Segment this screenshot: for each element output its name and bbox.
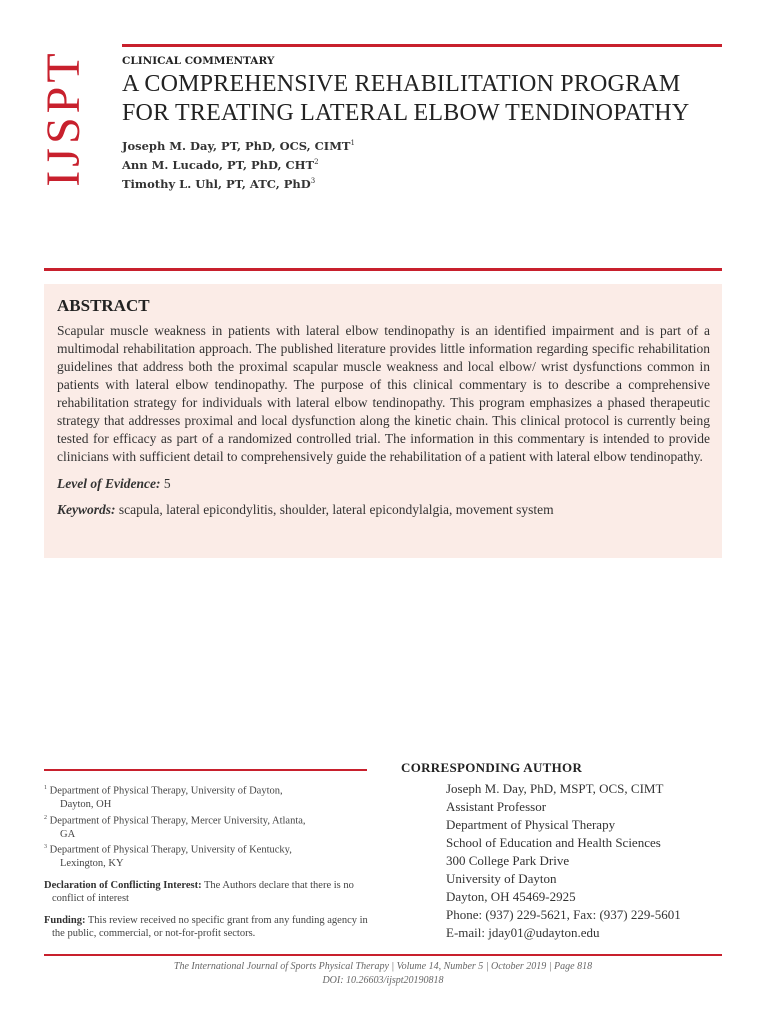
affiliation: $^1$ Department of Physical Therapy, University of Dayton, Dayton, OH: [44, 785, 283, 810]
corr-line: 300 College Park Drive: [446, 853, 570, 868]
footer-rule: [44, 954, 722, 956]
affiliation: $^2$ Department of Physical Therapy, Mercer University, Atlanta, GA: [44, 814, 306, 840]
keywords: Keywords: scapula, lateral epicondylitis, shoulder, lateral epicondylalgia, movement system: [57, 502, 554, 517]
header-rule: [122, 44, 722, 47]
corr-line: Department of Physical Therapy: [446, 817, 616, 832]
page-footer: [44, 960, 722, 988]
level-of-evidence: Level of Evidence: 5: [57, 476, 171, 491]
author: Joseph M. Day, PT, PhD, OCS, CIMT$^1$: [122, 138, 355, 153]
corr-line: School of Education and Health Sciences: [446, 835, 661, 850]
corr-email[interactable]: E-mail: jday01@udayton.edu: [446, 925, 600, 940]
abstract-box: [44, 284, 722, 558]
abstract-body: Scapular muscle weakness in patients with lateral elbow tendinopathy is an identified impairment and is part of a multimodal rehabilitation approach. The published literature provides little information regarding specific rehabilitation guidelines that address both the proximal scapular muscle weakness and local elbow/ wrist dysfunctions common in patients with lateral elbow tendinopathy. The purpose of this clinical commentary is to describe a comprehensive rehabilitation strategy for individuals with lateral elbow tendinopathy. This program emphasizes a phased therapeutic strategy that addresses proximal and local dysfunction along the kinetic chain. This clinical protocol is currently being tested for efficacy as part of a randomized controlled trial. The information in this commentary is intended to provide clinicians with sufficient detail to comprehensively guide the rehabilitation of a patient with lateral elbow tendinopathy.: [57, 323, 710, 464]
author-list: [122, 135, 355, 191]
corr-line: Joseph M. Day, PhD, MSPT, OCS, CIMT: [446, 781, 664, 796]
corr-line: University of Dayton: [446, 871, 557, 886]
affiliation: $^3$ Department of Physical Therapy, University of Kentucky, Lexington, KY: [44, 844, 292, 869]
conflict-statement: Declaration of Conflicting Interest: The Authors declare that there is no conflict of interest: [44, 879, 354, 904]
article-type: CLINICAL COMMENTARY: [122, 55, 275, 67]
section-rule: [44, 268, 722, 271]
journal-citation: The International Journal of Sports Physical Therapy | Volume 14, Number 5 | October 2019 | Page 818: [173, 961, 593, 972]
abstract-heading: ABSTRACT: [57, 296, 150, 315]
footnote-rule: [44, 769, 367, 771]
funding-statement: Funding: This review received no specific grant from any funding agency in the public, commercial, or not-for-profit sectors.: [44, 914, 368, 939]
author: Timothy L. Uhl, PT, ATC, PhD$^3$: [122, 176, 316, 191]
footnotes: [44, 782, 369, 941]
corresponding-heading: CORRESPONDING AUTHOR: [401, 760, 583, 775]
doi[interactable]: DOI: 10.26603/ijspt20190818: [322, 975, 444, 986]
title-line-2: FOR TREATING LATERAL ELBOW TENDINOPATHY: [122, 100, 690, 126]
article-title: [122, 70, 722, 128]
journal-logo: IJSPT: [37, 49, 90, 187]
corr-line: Phone: (937) 229-5621, Fax: (937) 229-5601: [446, 907, 681, 922]
corresponding-details: [401, 780, 681, 942]
corresponding-author: [401, 760, 681, 942]
title-line-1: A COMPREHENSIVE REHABILITATION PROGRAM: [122, 71, 681, 97]
author: Ann M. Lucado, PT, PhD, CHT$^2$: [122, 157, 319, 172]
corr-line: Assistant Professor: [446, 799, 547, 814]
corr-line: Dayton, OH 45469-2925: [446, 889, 576, 904]
